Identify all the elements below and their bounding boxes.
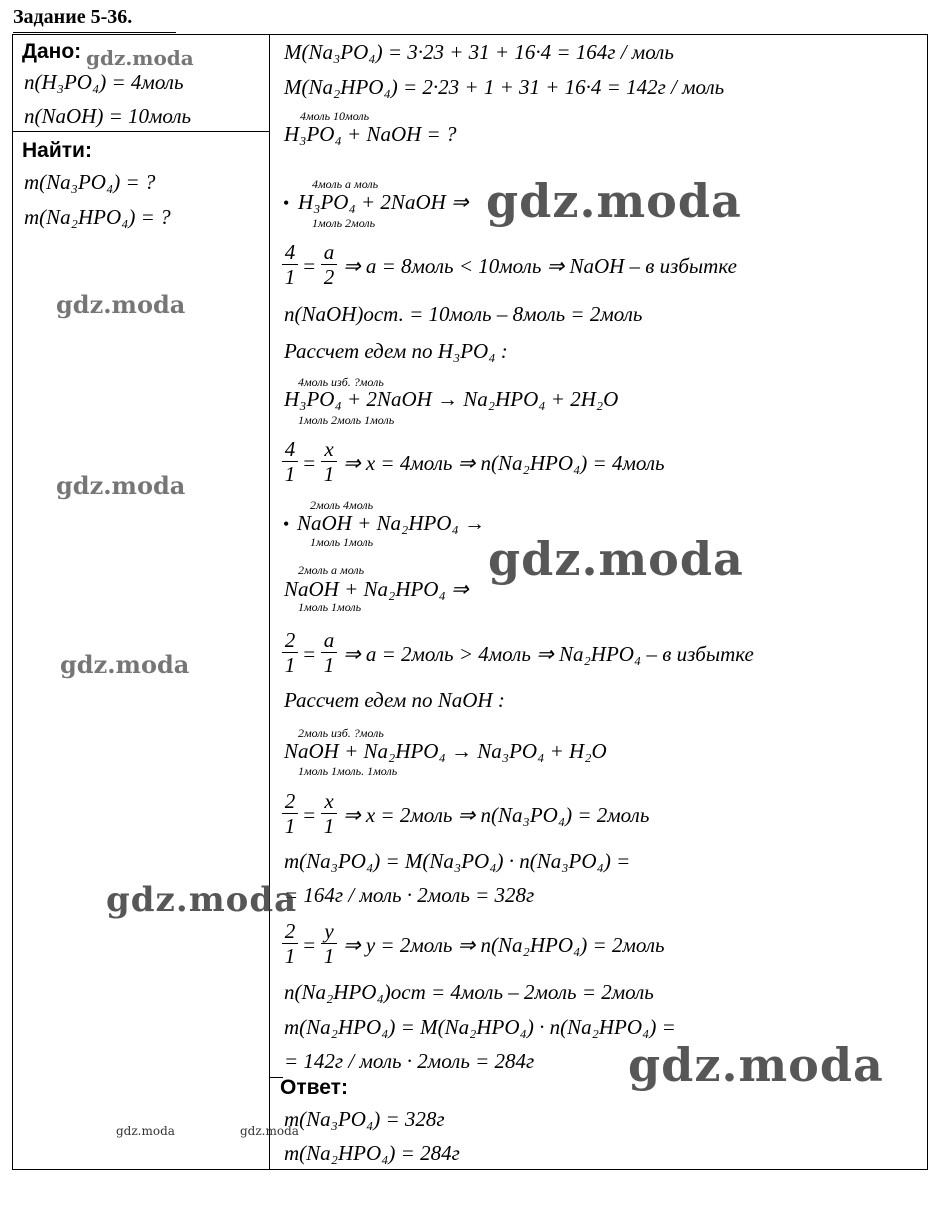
solution-line: ⇒ x = 4моль ⇒ n(Na₂HPO₄) = 4моль bbox=[343, 451, 665, 475]
watermark: gdz.moda bbox=[240, 1124, 299, 1138]
bullet-icon: • bbox=[283, 193, 290, 213]
solution-line: Рассчет едем по NaOH : bbox=[284, 688, 505, 712]
watermark: gdz.moda bbox=[60, 650, 190, 679]
solution-line: Рассчет едем по H₃PO₄ : bbox=[284, 339, 508, 363]
reaction-annotation: 1моль 1моль bbox=[310, 535, 374, 549]
reaction-equation: NaOH + Na₂HPO₄ ⇒ bbox=[284, 577, 469, 601]
reaction-equation: NaOH + Na₂HPO₄ → Na₃PO₄ + H₂O bbox=[284, 739, 607, 763]
watermark: gdz.moda bbox=[106, 880, 298, 920]
reaction-annotation: 1моль 2моль bbox=[312, 216, 376, 230]
equals-sign: = bbox=[302, 254, 317, 278]
reaction-annotation: 2моль изб. ?моль bbox=[298, 726, 384, 740]
find-line: m(Na₂HPO₄) = ? bbox=[24, 205, 171, 229]
fraction: 2 1 bbox=[282, 919, 298, 968]
find-heading: Найти: bbox=[22, 139, 92, 162]
given-heading: Дано: bbox=[22, 40, 82, 63]
task-title: Задание 5-36. bbox=[13, 6, 133, 28]
solution-line: n(NaOH)ост. = 10моль – 8моль = 2моль bbox=[284, 302, 643, 326]
watermark: gdz.moda bbox=[56, 290, 186, 319]
solution-line: ⇒ a = 8моль < 10моль ⇒ NaOH – в избытке bbox=[343, 254, 737, 278]
solution-line: = 164г / моль · 2моль = 328г bbox=[284, 883, 535, 907]
reaction-annotation: 1моль 1моль bbox=[298, 600, 362, 614]
watermark: gdz.moda bbox=[56, 471, 186, 500]
reaction-annotation: 1моль 2моль 1моль bbox=[298, 413, 395, 427]
watermark: gdz.moda bbox=[116, 1124, 175, 1138]
column-divider bbox=[269, 34, 270, 1170]
reaction-annotation: 1моль 1моль. 1моль bbox=[298, 764, 398, 778]
equals-sign: = bbox=[302, 933, 317, 957]
given-find-divider bbox=[12, 131, 269, 132]
solution-line: M(Na₂HPO₄) = 2·23 + 1 + 31 + 16·4 = 142г / моль bbox=[284, 75, 725, 99]
equals-sign: = bbox=[302, 642, 317, 666]
given-line: n(NaOH) = 10моль bbox=[24, 104, 192, 128]
fraction: 4 1 bbox=[282, 437, 298, 486]
reaction-annotation: 4моль а моль bbox=[312, 177, 379, 191]
reaction-equation: H₃PO₄ + 2NaOH → Na₂HPO₄ + 2H₂O bbox=[284, 387, 619, 411]
reaction-annotation: 2моль 4моль bbox=[310, 498, 374, 512]
solution-line: ⇒ a = 2моль > 4моль ⇒ Na₂HPO₄ – в избытке bbox=[343, 642, 754, 666]
fraction: x 1 bbox=[321, 789, 337, 838]
watermark: gdz.moda bbox=[488, 532, 744, 586]
solution-line: n(Na₂HPO₄)ост = 4моль – 2моль = 2моль bbox=[284, 980, 654, 1004]
solution-line: ⇒ y = 2моль ⇒ n(Na₂HPO₄) = 2моль bbox=[343, 933, 665, 957]
solution-line: M(Na₃PO₄) = 3·23 + 31 + 16·4 = 164г / моль bbox=[284, 40, 674, 64]
fraction: a 1 bbox=[321, 628, 337, 677]
fraction: 2 1 bbox=[282, 789, 298, 838]
reaction-equation: H₃PO₄ + 2NaOH ⇒ bbox=[298, 190, 469, 214]
reaction-annotation: 4моль 10моль bbox=[300, 109, 370, 123]
watermark: gdz.moda bbox=[486, 174, 742, 228]
equals-sign: = bbox=[302, 451, 317, 475]
solution-line: ⇒ x = 2моль ⇒ n(Na₃PO₄) = 2моль bbox=[343, 803, 650, 827]
solution-line: H₃PO₄ + NaOH = ? bbox=[284, 122, 457, 146]
solution-line: m(Na₃PO₄) = M(Na₃PO₄) · n(Na₃PO₄) = bbox=[284, 849, 631, 873]
equals-sign: = bbox=[302, 803, 317, 827]
answer-line: m(Na₂HPO₄) = 284г bbox=[284, 1141, 460, 1165]
fraction: y 1 bbox=[321, 919, 337, 968]
reaction-equation: NaOH + Na₂HPO₄ → bbox=[297, 511, 486, 535]
answer-heading: Ответ: bbox=[280, 1076, 348, 1099]
fraction: x 1 bbox=[321, 437, 337, 486]
solution-line: m(Na₂HPO₄) = M(Na₂HPO₄) · n(Na₂HPO₄) = bbox=[284, 1015, 676, 1039]
fraction: 2 1 bbox=[282, 628, 298, 677]
fraction: a 2 bbox=[321, 240, 337, 289]
reaction-annotation: 4моль изб. ?моль bbox=[298, 375, 384, 389]
watermark: gdz.moda bbox=[86, 46, 194, 70]
given-line: n(H₃PO₄) = 4моль bbox=[24, 70, 184, 94]
reaction-annotation: 2моль а моль bbox=[298, 563, 365, 577]
fraction: 4 1 bbox=[282, 240, 298, 289]
bullet-icon: • bbox=[283, 514, 290, 534]
find-line: m(Na₃PO₄) = ? bbox=[24, 170, 156, 194]
title-underline bbox=[13, 32, 176, 33]
answer-line: m(Na₃PO₄) = 328г bbox=[284, 1107, 445, 1131]
solution-line: = 142г / моль · 2моль = 284г bbox=[284, 1049, 535, 1073]
watermark: gdz.moda bbox=[628, 1038, 884, 1092]
